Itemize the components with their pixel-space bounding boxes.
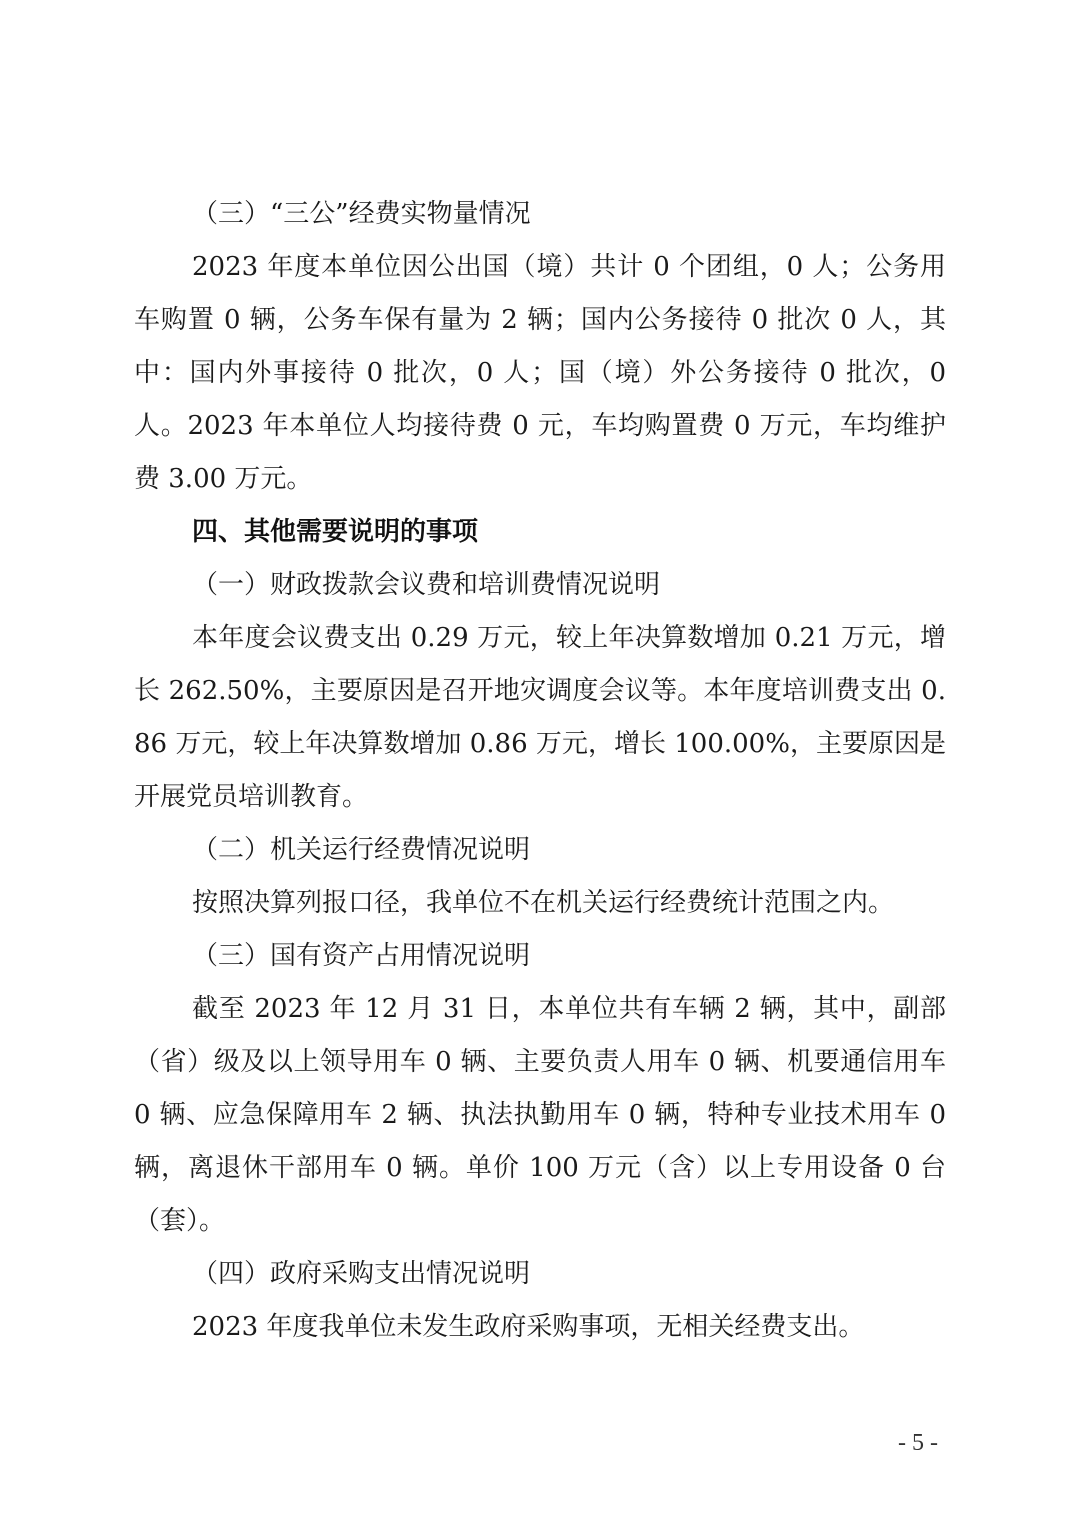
section-subheading-meeting-training: （一）财政拨款会议费和培训费情况说明 <box>192 570 661 600</box>
paragraph-meeting-training: 本年度会议费支出 0.29 万元，较上年决算数增加 0.21 万元，增长 262.50%，主要原因是召开地灾调度会议等。本年度培训费支出 0.86 万元，较上年决算数增加 0.86 万元，增长 100.00%，主要原因是开展党员培训教育。 <box>134 623 946 812</box>
section-subheading-operating-expenses: （二）机关运行经费情况说明 <box>192 835 531 865</box>
paragraph-operating-expenses: 按照决算列报口径，我单位不在机关运行经费统计范围之内。 <box>192 888 895 918</box>
paragraph-san-gong-quantity: 2023 年度本单位因公出国（境）共计 0 个团组，0 人；公务用车购置 0 辆，公务车保有量为 2 辆；国内公务接待 0 批次 0 人，其中：国内外事接待 0 批次，0 人；国（境）外公务接待 0 批次，0 人。2023 年本单位人均接待费 0 元，车均购置费 0 万元，车均维护费 3.00 万元。 <box>134 252 946 494</box>
paragraph-government-procurement: 2023 年度我单位未发生政府采购事项，无相关经费支出。 <box>192 1312 865 1342</box>
section-subheading-government-procurement: （四）政府采购支出情况说明 <box>192 1259 531 1289</box>
document-body <box>134 188 946 1354</box>
page-number: - 5 - <box>898 1430 938 1456</box>
paragraph-state-assets: 截至 2023 年 12 月 31 日，本单位共有车辆 2 辆，其中，副部（省）级及以上领导用车 0 辆、主要负责人用车 0 辆、机要通信用车 0 辆、应急保障用车 2 辆、执法执勤用车 0 辆，特种专业技术用车 0 辆，离退休干部用车 0 辆。单价 100 万元（含）以上专用设备 0 台（套）。 <box>134 994 946 1236</box>
section-heading-other-matters: 四、其他需要说明的事项 <box>192 517 479 547</box>
section-subheading-san-gong-quantity: （三）“三公”经费实物量情况 <box>192 199 531 229</box>
section-subheading-state-assets: （三）国有资产占用情况说明 <box>192 941 531 971</box>
